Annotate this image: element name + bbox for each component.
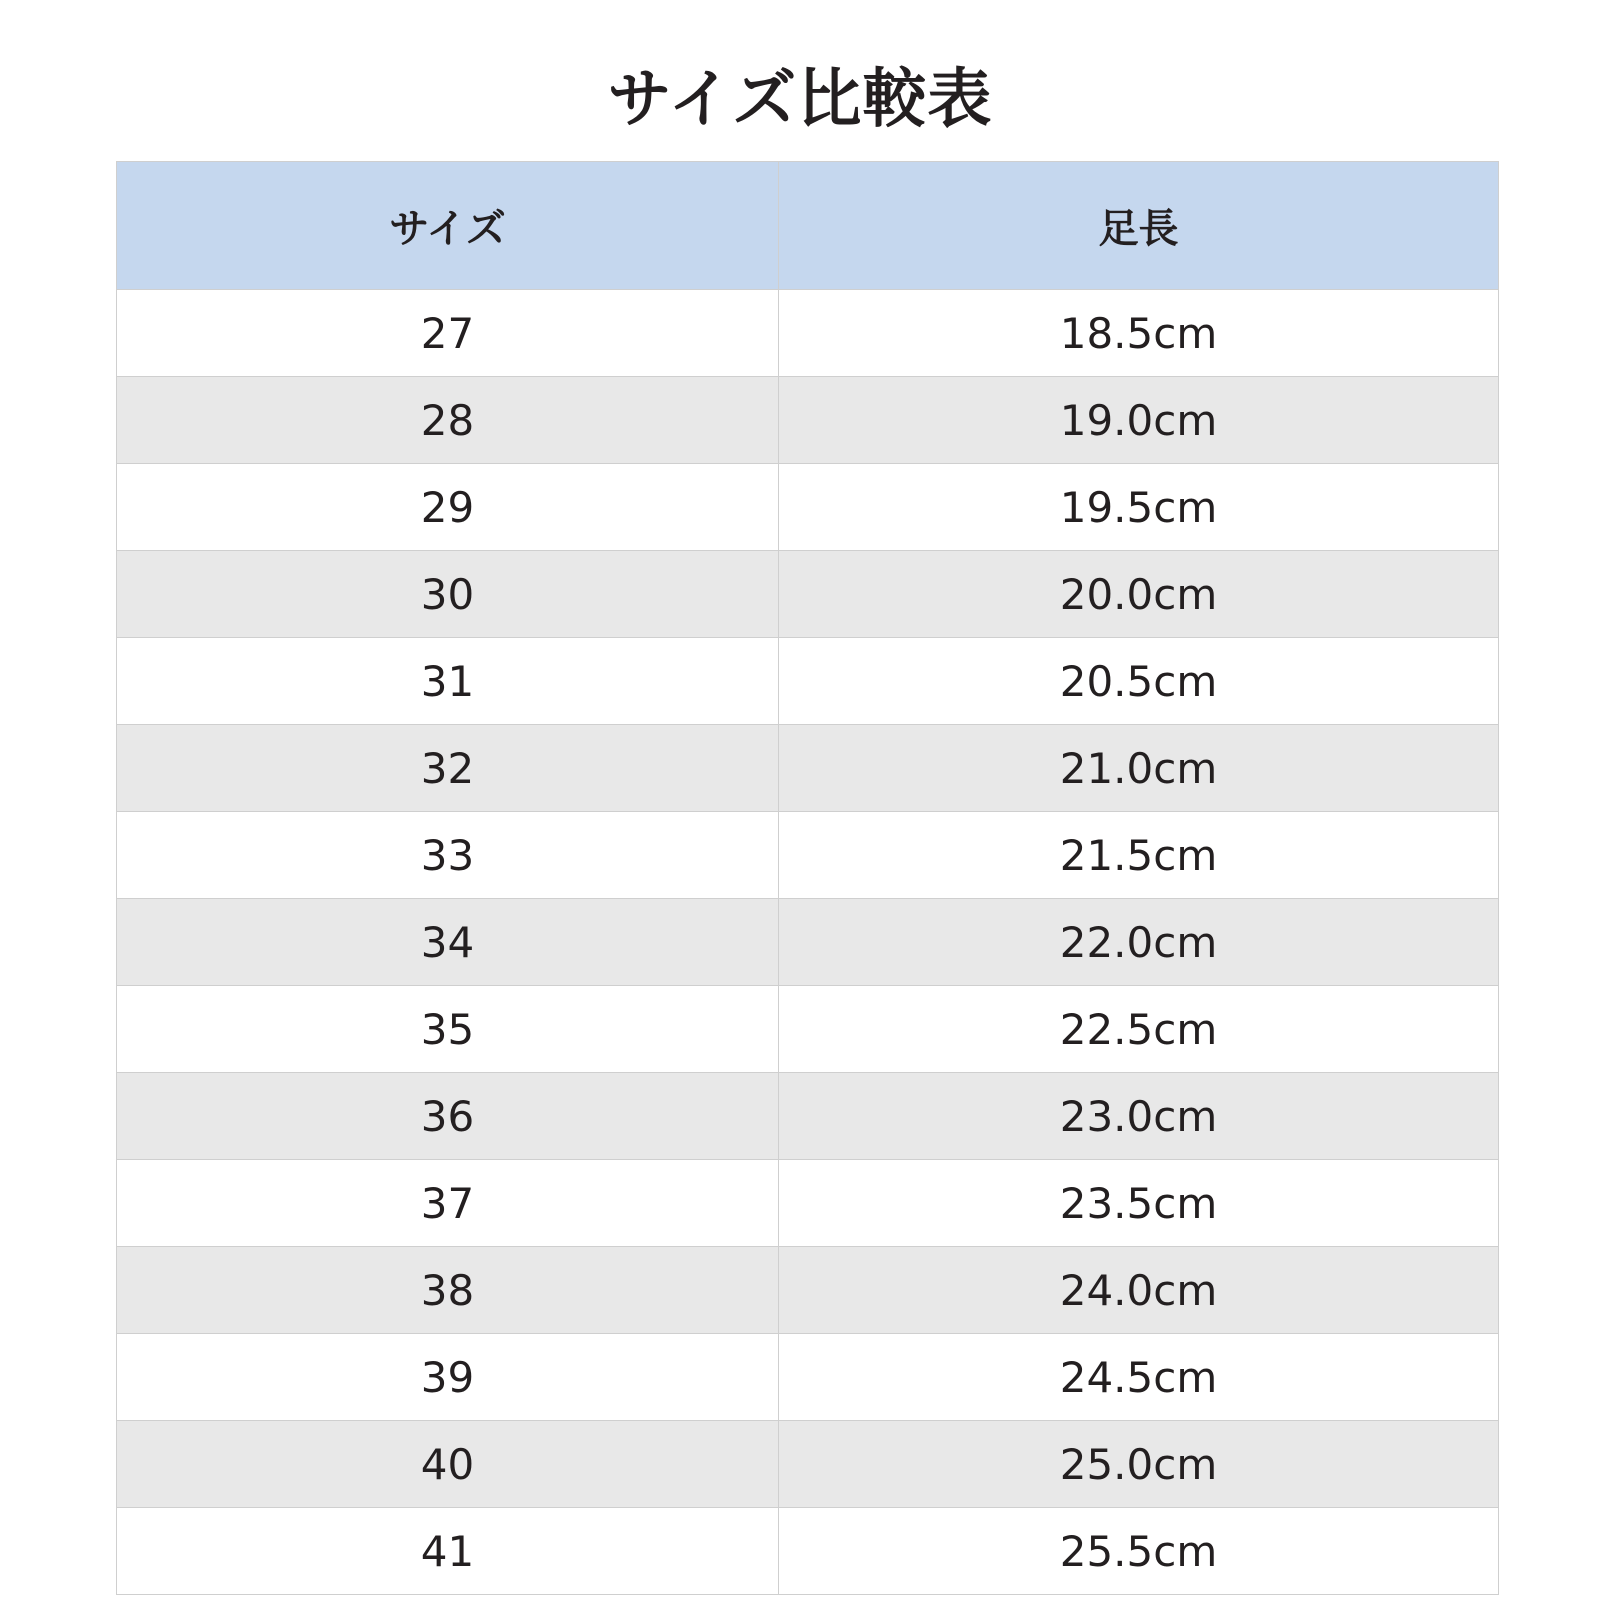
foot-length-cell: 19.0cm — [779, 377, 1499, 464]
foot-length-cell: 21.5cm — [779, 812, 1499, 899]
table-row — [117, 464, 1499, 551]
table-row — [117, 1247, 1499, 1334]
foot-length-cell: 20.5cm — [779, 638, 1499, 725]
size-cell: 33 — [117, 812, 779, 899]
header-size: サイズ — [117, 162, 779, 290]
size-cell: 41 — [117, 1508, 779, 1595]
table-row — [117, 1160, 1499, 1247]
foot-length-cell: 22.0cm — [779, 899, 1499, 986]
size-cell: 28 — [117, 377, 779, 464]
foot-length-cell: 24.5cm — [779, 1334, 1499, 1421]
size-table — [116, 161, 1499, 1595]
table-row — [117, 377, 1499, 464]
header-row — [117, 162, 1499, 290]
table-row — [117, 725, 1499, 812]
foot-length-cell: 19.5cm — [779, 464, 1499, 551]
size-cell: 37 — [117, 1160, 779, 1247]
table-row — [117, 290, 1499, 377]
size-cell: 38 — [117, 1247, 779, 1334]
table-row — [117, 551, 1499, 638]
foot-length-cell: 21.0cm — [779, 725, 1499, 812]
table-row — [117, 638, 1499, 725]
table-row — [117, 812, 1499, 899]
foot-length-cell: 25.5cm — [779, 1508, 1499, 1595]
size-cell: 39 — [117, 1334, 779, 1421]
table-row — [117, 1073, 1499, 1160]
size-cell: 36 — [117, 1073, 779, 1160]
foot-length-cell: 25.0cm — [779, 1421, 1499, 1508]
table-header — [117, 162, 1499, 290]
foot-length-cell: 23.5cm — [779, 1160, 1499, 1247]
size-cell: 34 — [117, 899, 779, 986]
size-cell: 40 — [117, 1421, 779, 1508]
size-cell: 32 — [117, 725, 779, 812]
foot-length-cell: 24.0cm — [779, 1247, 1499, 1334]
table-row — [117, 1508, 1499, 1595]
table-body — [117, 290, 1499, 1595]
table-row — [117, 1421, 1499, 1508]
size-cell: 29 — [117, 464, 779, 551]
table-row — [117, 1334, 1499, 1421]
size-cell: 35 — [117, 986, 779, 1073]
size-cell: 27 — [117, 290, 779, 377]
size-cell: 30 — [117, 551, 779, 638]
foot-length-cell: 23.0cm — [779, 1073, 1499, 1160]
page-title: サイズ比較表 — [607, 63, 993, 137]
foot-length-cell: 18.5cm — [779, 290, 1499, 377]
foot-length-cell: 22.5cm — [779, 986, 1499, 1073]
header-foot-length: 足長 — [779, 162, 1499, 290]
table-row — [117, 986, 1499, 1073]
table-row — [117, 899, 1499, 986]
size-cell: 31 — [117, 638, 779, 725]
foot-length-cell: 20.0cm — [779, 551, 1499, 638]
